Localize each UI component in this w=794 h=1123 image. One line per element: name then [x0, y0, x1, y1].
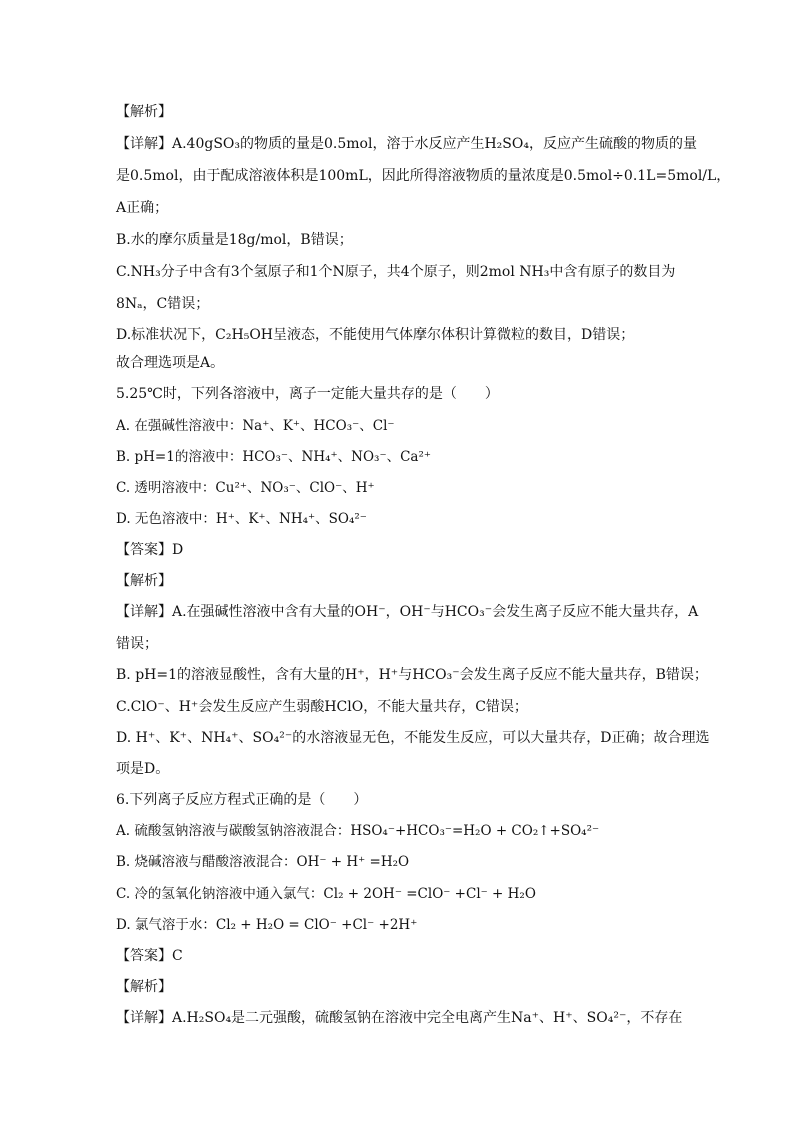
option-b: B. pH=1的溶液中：HCO₃⁻、NH₄⁺、NO₃⁻、Ca²⁺ — [116, 449, 431, 465]
option-d: D. 氯气溶于水：Cl₂ + H₂O = ClO⁻ +Cl⁻ +2H⁺ — [116, 917, 418, 933]
section-label-analysis: 【解析】 — [116, 979, 172, 995]
text-line: B.水的摩尔质量是18g/mol，B错误； — [116, 232, 353, 248]
text-line: 错误； — [116, 636, 158, 652]
text-line: D. H⁺、K⁺、NH₄⁺、SO₄²⁻的水溶液显无色，不能发生反应，可以大量共存，D正确；故合理选 — [116, 730, 710, 746]
answer-label: 【答案】C — [116, 948, 183, 964]
text-line: 【详解】A.在强碱性溶液中含有大量的OH⁻，OH⁻与HCO₃⁻会发生离子反应不能大量共存，A — [116, 604, 699, 620]
text-line: 【详解】A.40gSO₃的物质的量是0.5mol，溶于水反应产生H₂SO₄，反应产生硫酸的物质的量 — [116, 136, 697, 152]
text-line: 项是D。 — [116, 761, 170, 777]
option-c: C. 冷的氢氧化钠溶液中通入氯气：Cl₂ + 2OH⁻ =ClO⁻ +Cl⁻ + H₂O — [116, 886, 536, 902]
text-line: C.ClO⁻、H⁺会发生反应产生弱酸HClO，不能大量共存，C错误； — [116, 699, 528, 715]
option-d: D. 无色溶液中：H⁺、K⁺、NH₄⁺、SO₄²⁻ — [116, 511, 367, 527]
text-line: D.标准状况下，C₂H₅OH呈液态，不能使用气体摩尔体积计算微粒的数目，D错误； — [116, 327, 635, 343]
option-a: A. 硫酸氢钠溶液与碳酸氢钠溶液混合：HSO₄⁻+HCO₃⁻=H₂O + CO₂↑+SO₄²⁻ — [116, 823, 600, 839]
section-label-analysis: 【解析】 — [116, 573, 172, 589]
text-line: 8Nₐ，C错误； — [116, 296, 210, 312]
text-line: C.NH₃分子中含有3个氢原子和1个N原子，共4个原子，则2mol NH₃中含有原子的数目为 — [116, 264, 676, 280]
question-6-stem: 6.下列离子反应方程式正确的是（ ） — [116, 792, 368, 808]
text-line: 故合理选项是A。 — [116, 355, 225, 371]
option-c: C. 透明溶液中：Cu²⁺、NO₃⁻、ClO⁻、H⁺ — [116, 480, 375, 496]
answer-label: 【答案】D — [116, 542, 184, 558]
option-a: A. 在强碱性溶液中：Na⁺、K⁺、HCO₃⁻、Cl⁻ — [116, 418, 395, 434]
text-line: 【详解】A.H₂SO₄是二元强酸，硫酸氢钠在溶液中完全电离产生Na⁺、H⁺、SO₄²⁻，不存在 — [116, 1010, 683, 1026]
option-b: B. 烧碱溶液与醋酸溶液混合：OH⁻ + H⁺ =H₂O — [116, 854, 410, 870]
text-line: 是0.5mol，由于配成溶液体积是100mL，因此所得溶液物质的量浓度是0.5mol÷0.1L=5mol/L， — [116, 168, 731, 184]
section-label-analysis: 【解析】 — [116, 104, 172, 120]
text-line: B. pH=1的溶液显酸性，含有大量的H⁺，H⁺与HCO₃⁻会发生离子反应不能大量共存，B错误； — [116, 667, 708, 683]
text-line: A正确； — [116, 200, 169, 216]
question-5-stem: 5.25℃时，下列各溶液中，离子一定能大量共存的是（ ） — [116, 386, 499, 402]
